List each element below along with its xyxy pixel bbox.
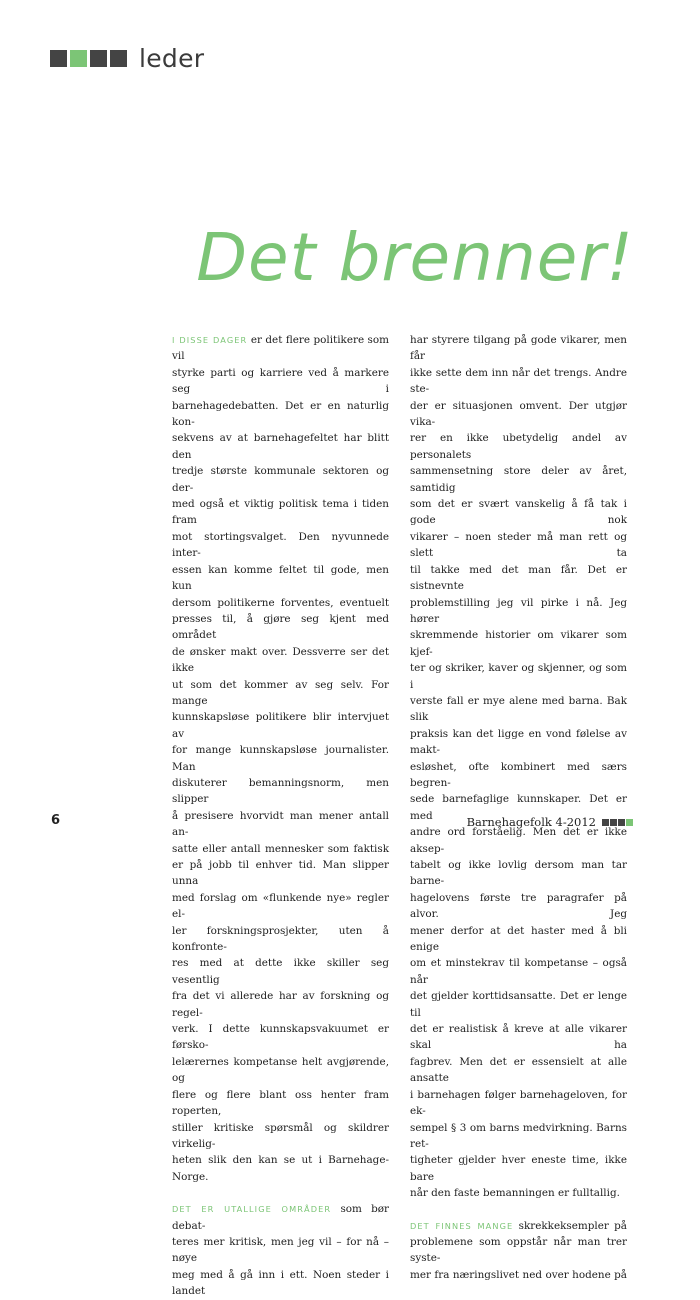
paragraph-line: essen kan komme feltet til gode, men kun (172, 563, 389, 593)
paragraph-4 (410, 1218, 627, 1284)
article-column-2 (410, 332, 627, 1283)
footer-square-icon (618, 819, 625, 826)
paragraph-line: har styrere tilgang på gode vikarer, men får (410, 334, 627, 363)
lead-in: DET FINNES MANGE (410, 1220, 514, 1231)
paragraph-line: I DISSE DAGER er det flere politikere som vil (172, 334, 389, 363)
page-number: 6 (51, 813, 61, 828)
paragraph-line: de ønsker makt over. Dessverre ser det ikke (172, 645, 389, 675)
paragraph-line: heten slik den kan se ut i Barnehage-Norge. (172, 1154, 389, 1183)
paragraph-line: andre ord forståelig. Men det er ikke aksep- (410, 826, 627, 855)
paragraph-line: presses til, å gjøre seg kjent med området (172, 612, 389, 642)
paragraph-line: ter og skriker, kaver og skjenner, og som i (410, 662, 627, 691)
paragraph-line: rer en ikke ubetydelig andel av personalets (410, 432, 627, 461)
article-column-1 (172, 332, 389, 1300)
paragraph-line: å presisere hvorvidt man mener antall an- (172, 809, 389, 839)
paragraph-line: som det er svært vanskelig å få tak i gode nok (410, 498, 627, 527)
paragraph-line: det er realistisk å kreve at alle vikarer skal ha (410, 1023, 627, 1052)
paragraph-line: teres mer kritisk, men jeg vil – for nå – nøye (172, 1235, 389, 1265)
paragraph-line: mener derfor at det haster med å bli enige (410, 924, 627, 954)
paragraph-line: esløshet, ofte kombinert med særs begren- (410, 760, 627, 789)
paragraph-1 (172, 332, 389, 1185)
paragraph-line: sede barnefaglige kunnskaper. Det er med (410, 793, 627, 822)
paragraph-line: sempel § 3 om barns medvirkning. Barns ret- (410, 1121, 627, 1150)
paragraph-line: med også et viktig politisk tema i tiden fram (172, 498, 389, 527)
paragraph-line: i barnehagen følger barnehageloven, for ek- (410, 1088, 627, 1118)
section-square-icon (70, 50, 87, 67)
paragraph-line: diskuterer bemanningsnorm, men slipper (172, 776, 389, 806)
paragraph-line: for mange kunnskapsløse journalister. Man (172, 744, 389, 773)
paragraph-line: kunnskapsløse politikere blir intervjuet av (172, 711, 389, 740)
paragraph-line: sekvens av at barnehagefeltet har blitt den (172, 432, 389, 461)
section-square-icon (110, 50, 127, 67)
paragraph-line: praksis kan det ligge en vond følelse av makt- (410, 727, 627, 757)
paragraph-line: til takke med det man får. Det er sistnevnte (410, 563, 627, 593)
paragraph-line: flere og flere blant oss henter fram roperten, (172, 1088, 389, 1118)
footer (467, 815, 633, 829)
section-square-icon (50, 50, 67, 67)
paragraph-line: tredje største kommunale sektoren og der- (172, 465, 389, 494)
paragraph-line: sammensetning store deler av året, samtidig (410, 465, 627, 494)
paragraph-line: der er situasjonen omvent. Der utgjør vika- (410, 399, 627, 429)
headline: Det brenner! (196, 219, 634, 296)
paragraph-line: res med at dette ikke skiller seg vesentlig (172, 957, 389, 986)
paragraph-line: når den faste bemanningen er fulltallig. (410, 1187, 620, 1200)
paragraph-3 (410, 332, 627, 1202)
paragraph-line: fagbrev. Men det er essensielt at alle ansatte (410, 1055, 627, 1085)
paragraph-line: satte eller antall mennesker som faktisk (172, 842, 389, 855)
paragraph-line: styrke parti og karriere ved å markere seg i (172, 366, 389, 396)
paragraph-line: det gjelder korttidsansatte. Det er lenge til (410, 990, 627, 1019)
publication-name: Barnehagefolk 4-2012 (466, 815, 596, 829)
paragraph-line: ikke sette dem inn når det trengs. Andre ste- (410, 366, 627, 396)
paragraph-line: verste fall er mye alene med barna. Bak slik (410, 694, 627, 724)
paragraph-line: om et minstekrav til kompetanse – også når (410, 957, 627, 986)
footer-square-icon (602, 819, 609, 826)
paragraph-line: mer fra næringslivet ned over hodene på (410, 1268, 627, 1281)
lead-in: I DISSE DAGER (172, 335, 248, 345)
paragraph-line: mot stortingsvalget. Den nyvunnede inter- (172, 530, 389, 560)
paragraph-line: hagelovens første tre paragrafer på alvor. Jeg (410, 891, 627, 921)
section-header (50, 46, 204, 71)
paragraph-line: meg med å gå inn i ett. Noen steder i landet (172, 1268, 389, 1298)
paragraph-line: lelærernes kompetanse helt avgjørende, og (172, 1055, 389, 1085)
section-square-icon (90, 50, 107, 67)
paragraph-line: ut som det kommer av seg selv. For mange (172, 678, 389, 707)
paragraph-line: tabelt og ikke lovlig dersom man tar barne- (410, 859, 627, 888)
paragraph-line: problemene som oppstår når man trer syste- (410, 1235, 627, 1265)
paragraph-line: stiller kritiske spørsmål og skildrer virkelig- (172, 1121, 389, 1150)
paragraph-line: fra det vi allerede har av forskning og regel- (172, 990, 389, 1019)
section-label: leder (139, 44, 205, 73)
paragraph-line: med forslag om «flunkende nye» regler el- (172, 891, 389, 921)
paragraph-line: er på jobb til enhver tid. Man slipper unna (172, 859, 389, 888)
paragraph-line: DET FINNES MANGE skrekkeksempler på (410, 1219, 627, 1232)
paragraph-line: ler forskningsprosjekter, uten å konfronte- (172, 924, 389, 954)
paragraph-line: vikarer – noen steder må man rett og slett ta (410, 530, 627, 560)
paragraph-line: verk. I dette kunnskapsvakuumet er førsko- (172, 1023, 389, 1052)
paragraph-line: problemstilling jeg vil pirke i nå. Jeg hører (410, 596, 627, 625)
paragraph-line: barnehagedebatten. Det er en naturlig kon- (172, 399, 389, 429)
paragraph-line: tigheter gjelder hver eneste time, ikke bare (410, 1154, 627, 1183)
footer-square-icon (610, 819, 617, 826)
paragraph-line: DET ER UTALLIGE OMRÅDER som bør debat- (172, 1203, 389, 1232)
paragraph-2 (172, 1201, 389, 1299)
footer-square-icon (626, 819, 633, 826)
paragraph-line: skremmende historier om vikarer som kjef- (410, 629, 627, 658)
paragraph-line: dersom politikerne forventes, eventuelt (172, 596, 389, 609)
lead-in: DET ER UTALLIGE OMRÅDER (172, 1204, 332, 1215)
